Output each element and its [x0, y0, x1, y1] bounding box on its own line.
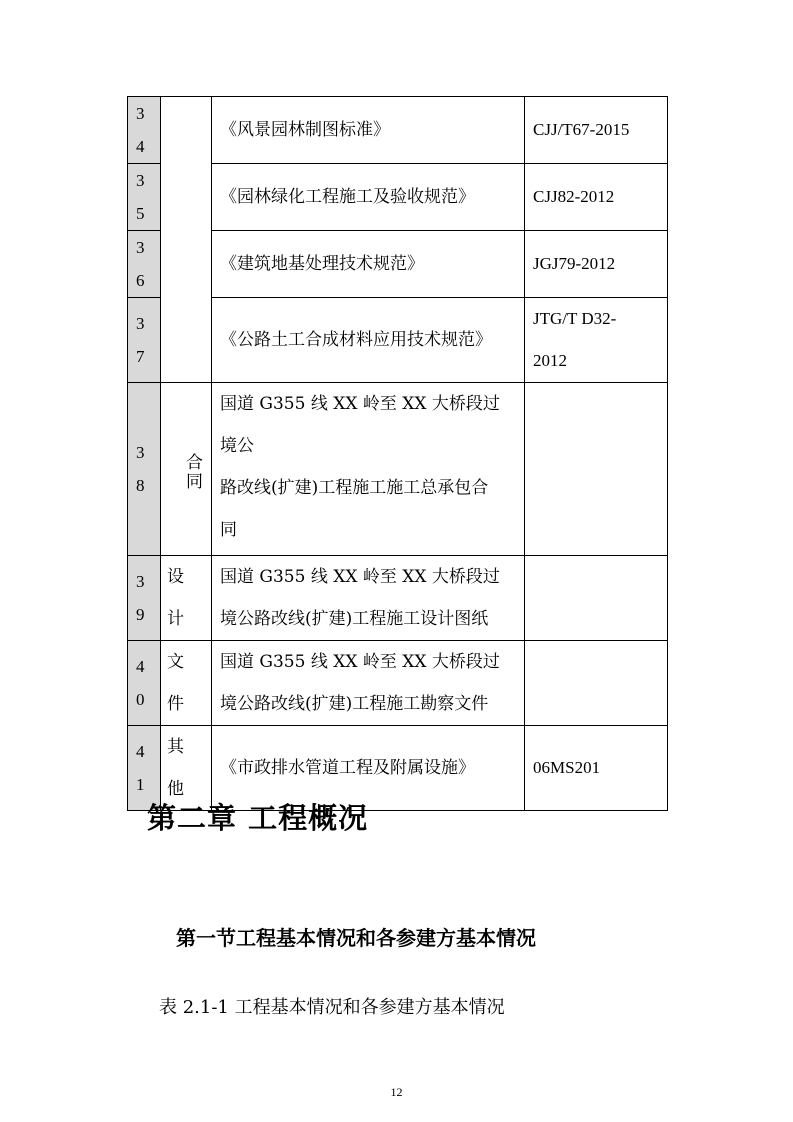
standard-code: CJJ82-2012: [525, 164, 668, 231]
table-row: [128, 641, 668, 726]
document-code: [525, 641, 668, 726]
standard-name: 《公路土工合成材料应用技术规范》: [212, 298, 525, 383]
section-title: 第一节工程基本情况和各参建方基本情况: [176, 926, 536, 950]
row-number: 3 9: [128, 556, 161, 641]
standard-name: 《园林绿化工程施工及验收规范》: [212, 164, 525, 231]
row-number: 3 6: [128, 231, 161, 298]
standard-name: 《风景园林制图标准》: [212, 97, 525, 164]
document-name: 国道 G355 线 XX 岭至 XX 大桥段过 境公路改线(扩建)工程施工勘察文件: [212, 641, 525, 726]
standard-code: JTG/T D32- 2012: [525, 298, 668, 383]
page-number: 12: [390, 1085, 403, 1099]
category-cell: 其 他: [161, 726, 212, 811]
standard-code: CJJ/T67-2015: [525, 97, 668, 164]
category-cell: [161, 97, 212, 383]
category-cell: 合 同: [161, 383, 212, 556]
row-number: 3 5: [128, 164, 161, 231]
document-code: [525, 383, 668, 556]
chapter-title: 第二章 工程概况: [147, 801, 369, 835]
row-number: 4 0: [128, 641, 161, 726]
table-row: [128, 383, 668, 556]
category-cell: 设 计: [161, 556, 212, 641]
row-number: 3 4: [128, 97, 161, 164]
standard-code: JGJ79-2012: [525, 231, 668, 298]
document-name: 国道 G355 线 XX 岭至 XX 大桥段过 境公 路改线(扩建)工程施工施工总承包合 同: [212, 383, 525, 556]
standard-name: 《建筑地基处理技术规范》: [212, 231, 525, 298]
row-number: 4 1: [128, 726, 161, 811]
standard-code: 06MS201: [525, 726, 668, 811]
table-row: [128, 97, 668, 164]
row-number: 3 7: [128, 298, 161, 383]
document-name: 国道 G355 线 XX 岭至 XX 大桥段过 境公路改线(扩建)工程施工设计图纸: [212, 556, 525, 641]
table-row: [128, 556, 668, 641]
document-code: [525, 556, 668, 641]
standards-table: [127, 96, 668, 811]
category-cell: 文 件: [161, 641, 212, 726]
table-caption: 表 2.1-1 工程基本情况和各参建方基本情况: [159, 997, 505, 1018]
row-number: 3 8: [128, 383, 161, 556]
standard-name: 《市政排水管道工程及附属设施》: [212, 726, 525, 811]
